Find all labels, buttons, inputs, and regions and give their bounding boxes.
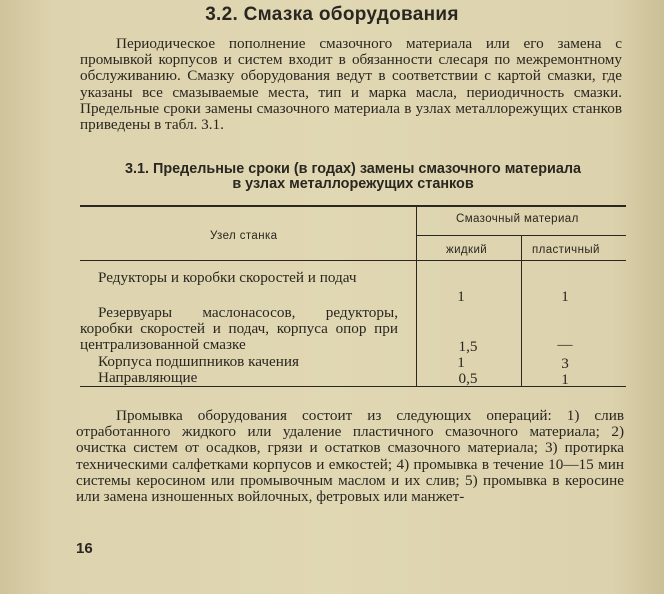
table-row-1-liquid: 1 [457, 288, 465, 305]
table-row-4-node: Направляющие [98, 369, 198, 386]
table-row-2-liquid: 1,5 [458, 338, 478, 355]
table-caption [80, 162, 626, 192]
body-paragraph: Промывка оборудования состоит из следующих операций: 1) слив отработанного жидкого или удаление пластичного смазочного материала; 2) очистка систем от осадков, грязи и остатков смазочного материала; 3) протирка техническими салфетками корпусов и емкостей; 4) промывка в течение 10—15 мин системы керосином или промывочным маслом и их слив; 5) промывка в керосине или замена изношенных войлочных, фетровых или манжет- [76, 407, 624, 506]
table-row-3-liquid: 1 [457, 354, 465, 371]
table-row-4-plastic: 1 [561, 371, 569, 388]
table-col-divider-1 [416, 206, 417, 386]
table-top-rule [80, 205, 626, 207]
table-row-3-plastic: 3 [561, 355, 569, 372]
table-row-2-node: Резервуары маслонасосов, редукторы, коробки скоростей и подач, корпуса опор при централизованной смазке [80, 304, 398, 353]
table-header-rule [80, 260, 626, 261]
table-header-group: Смазочный материал [456, 213, 579, 225]
section-heading: 3.2. Смазка оборудования [205, 4, 459, 25]
table-col-divider-2 [521, 236, 522, 386]
table-header-node: Узел станка [210, 230, 278, 242]
table-row-3-node: Корпуса подшипников качения [98, 353, 300, 370]
page-number: 16 [76, 540, 93, 557]
table-row-4-liquid: 0,5 [458, 370, 478, 387]
intro-paragraph: Периодическое пополнение смазочного материала или его замена с промывкой корпусов и систем входит в обязанности слесаря по межремонтному обслуживанию. Смазку оборудования ведут в соответствии с картой смазки, где указаны все смазываемые места, тип и марка масла, периодичность смазки. Предельные сроки замены смазочного материала в узлах металлорежущих станков приведены в табл. 3.1. [80, 35, 622, 134]
table-row-2-plastic: — [557, 336, 573, 353]
table-row-1-node: Редукторы и коробки скоростей и подач [98, 269, 357, 286]
table-header-liquid: жидкий [446, 244, 488, 256]
table-row-1-plastic: 1 [561, 288, 569, 305]
table-header-plastic: пластичный [532, 244, 600, 256]
table-caption-line-1: 3.1. Предельные сроки (в годах) замены смазочного материала [124, 161, 582, 177]
table-caption-line-2: в узлах металлорежущих станков [232, 176, 474, 192]
